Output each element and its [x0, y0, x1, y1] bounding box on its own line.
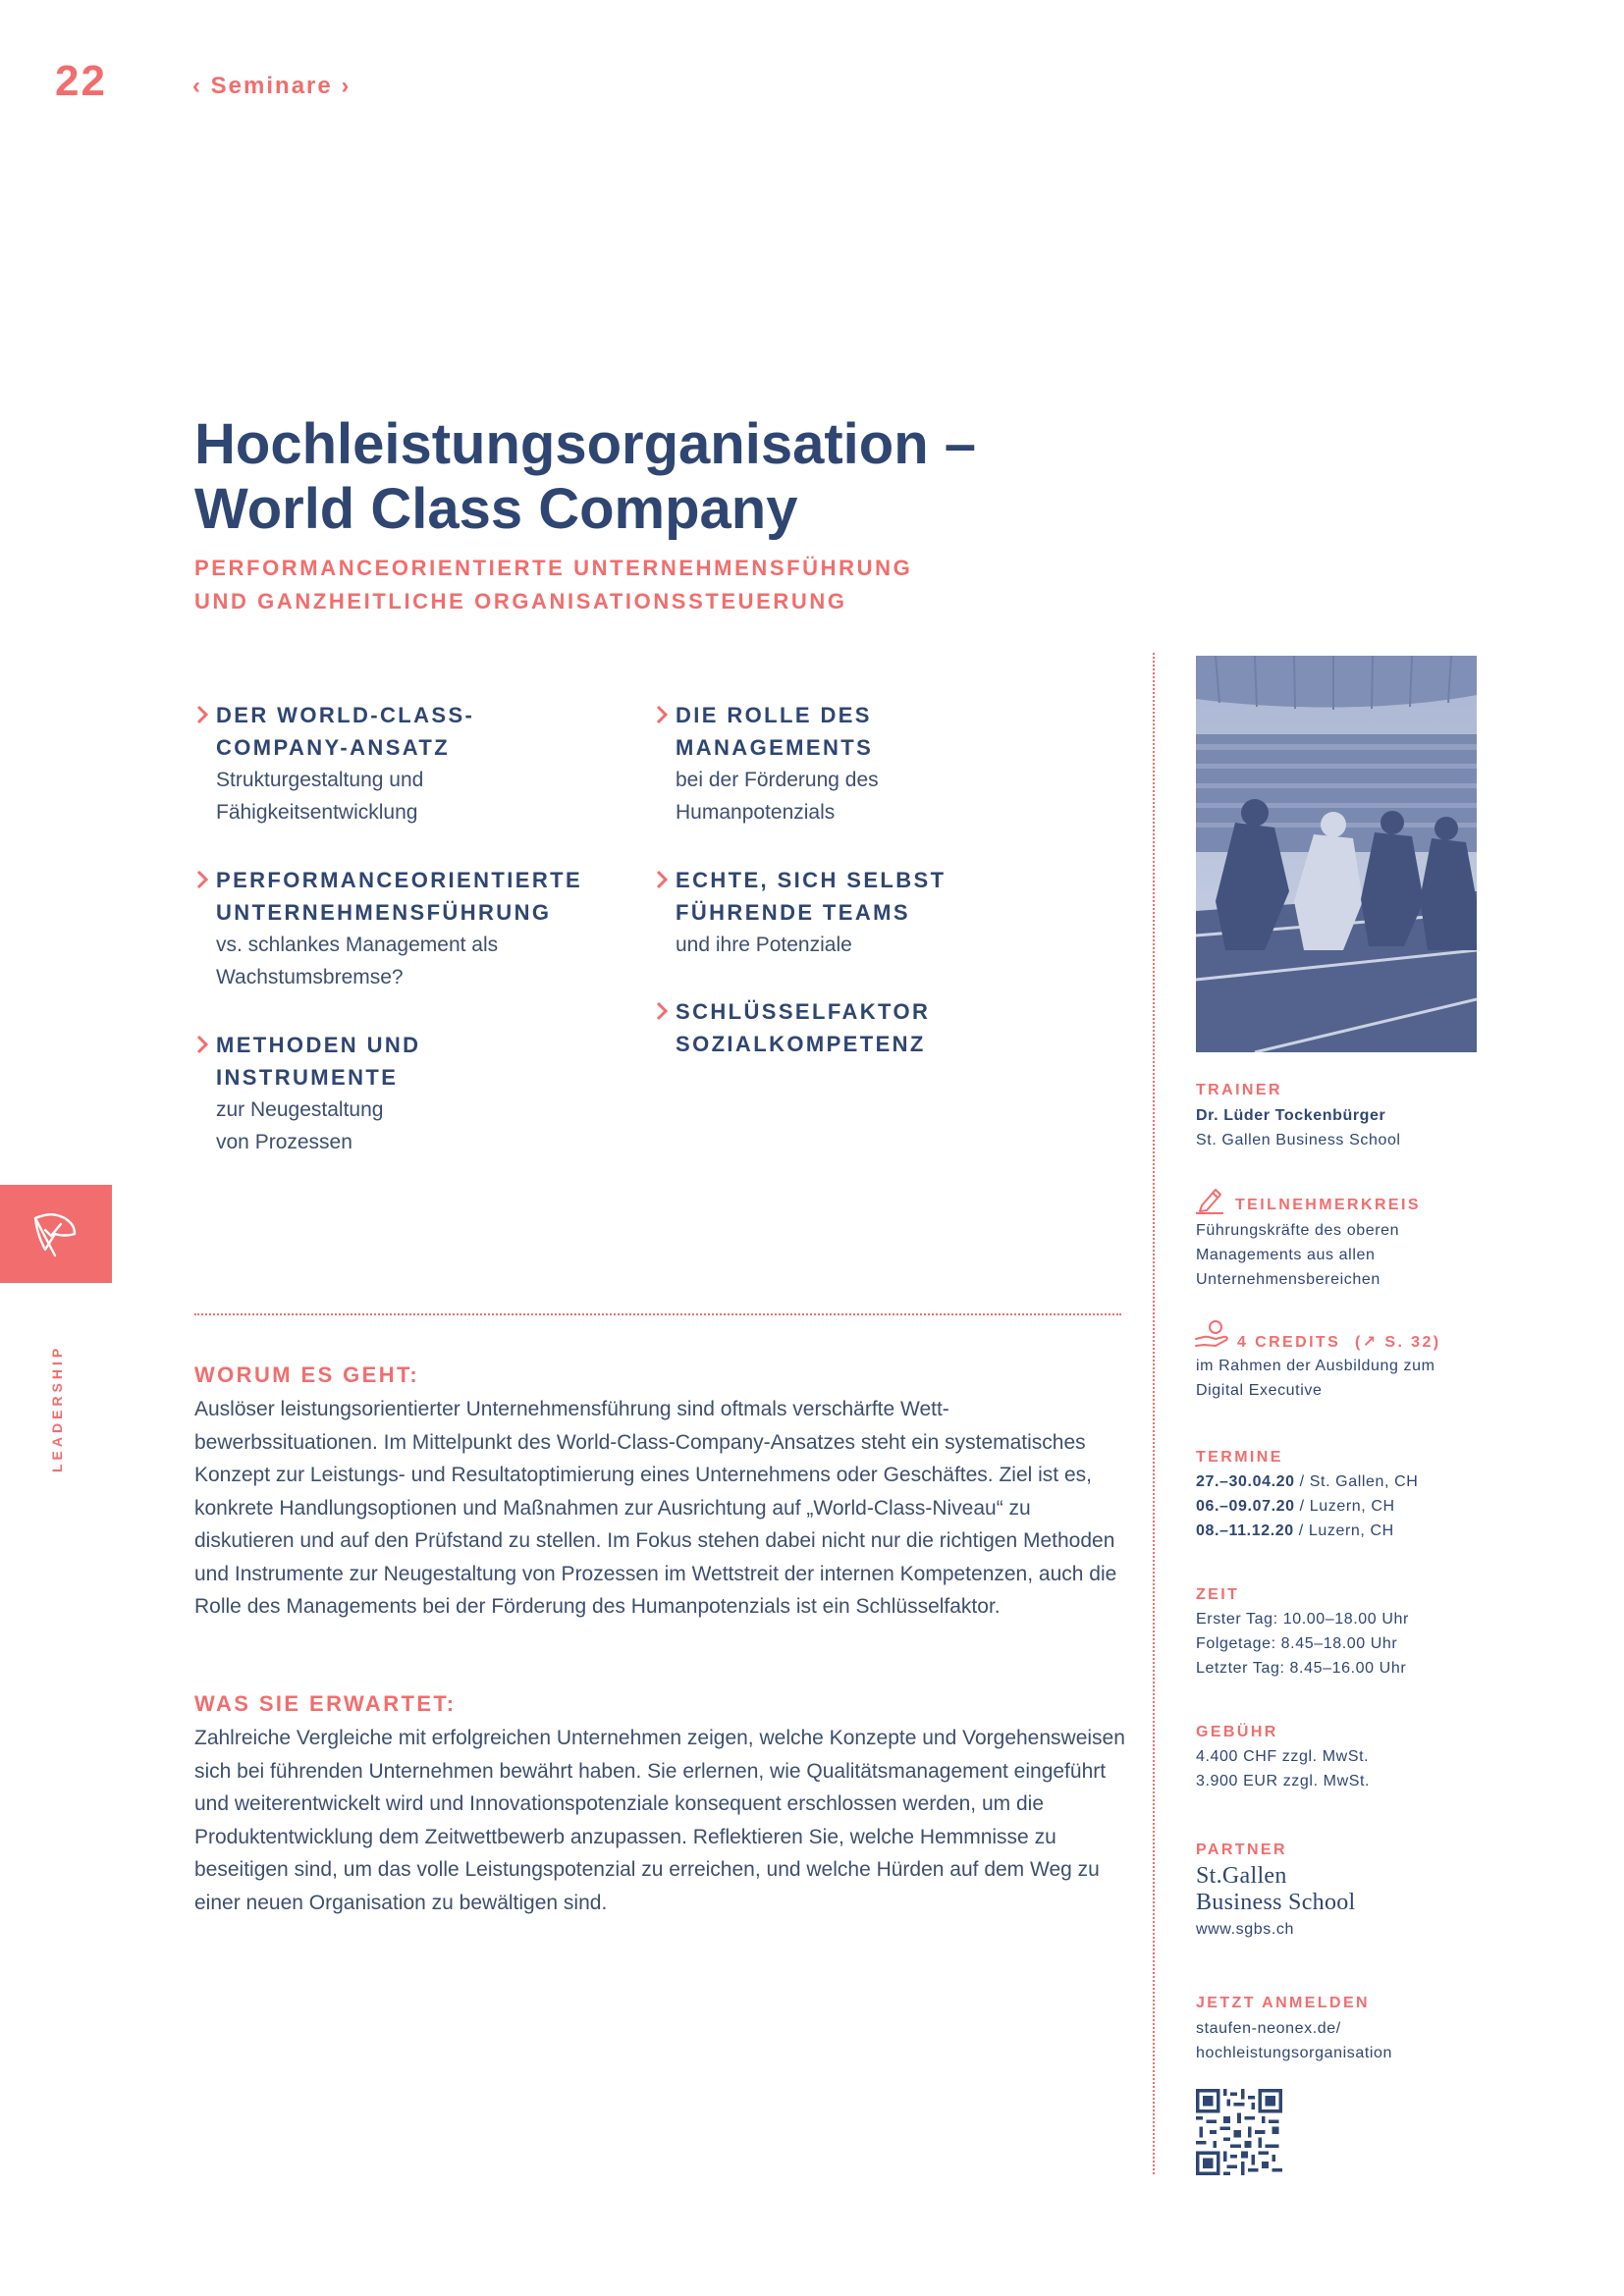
page-title — [194, 412, 1078, 542]
termin-place: / Luzern, CH — [1294, 1498, 1395, 1515]
credits-count: 4 CREDITS — [1237, 1334, 1341, 1351]
qr-code-icon[interactable] — [1196, 2089, 1282, 2175]
topic-head: PERFORMANCEORIENTIERTE UNTERNEHMENSFÜHRUNG — [216, 868, 583, 925]
was-heading: WAS SIE ERWARTET: — [194, 1691, 457, 1716]
leadership-label: LEADERSHIP — [49, 1344, 65, 1472]
worum-text: Auslöser leistungsorientierter Unternehmensführung sind oftmals verschärfte Wett-bewerbssituationen. Im Mittelpunkt des World-Class-Company-Ansatzes steht ein systematisches Konzept zur Leistungs- und Resultatoptimierung eines Unternehmens oder Geschäftes. Ziel ist es, konkrete Handlungsoptionen und Maßnahmen zur Ausrichtung auf „World-Class-Niveau“ zu diskutieren und auf den Prüfstand zu stellen. Im Fokus stehen dabei nicht nur die richtigen Methoden und Instrumente zur Neugestaltung von Prozessen im Wettstreit der internen Kompetenzen, auch die Rolle des Managements bei der Förderung des Humanpotenzials ist ein Schlüsselfaktor. — [194, 1398, 1117, 1618]
trainer-label: TRAINER — [1196, 1082, 1282, 1098]
teilnehmer-text: Führungskräfte des oberen Managements aus allen Unternehmensbereichen — [1196, 1222, 1400, 1288]
divider — [194, 1313, 1121, 1315]
topic-item — [654, 864, 1066, 961]
photo-illustration — [1196, 656, 1477, 1052]
termin-item — [1196, 1494, 1490, 1519]
title-line-1: Hochleistungsorganisation – — [194, 412, 976, 476]
zeit-label: ZEIT — [1196, 1586, 1240, 1603]
title-line-2: World Class Company — [194, 477, 798, 541]
credits-label — [1237, 1332, 1441, 1352]
partner-logo-line-1: St.Gallen — [1196, 1863, 1287, 1889]
chevron-right-icon — [194, 868, 212, 891]
chevron-right-icon — [654, 868, 672, 891]
section-label — [192, 73, 351, 100]
hand-credits-icon — [1194, 1319, 1229, 1349]
anmelden-url[interactable] — [1196, 2016, 1490, 2065]
topic-head: DIE ROLLE DES MANAGEMENTS — [676, 703, 874, 760]
section-title: Seminare — [210, 73, 333, 99]
termin-item — [1196, 1469, 1490, 1494]
gebuehr-list — [1196, 1744, 1490, 1793]
termine-label: TERMINE — [1196, 1449, 1283, 1466]
partner-label: PARTNER — [1196, 1842, 1287, 1858]
gebuehr-label: GEBÜHR — [1196, 1724, 1278, 1740]
topic-desc: bei der Förderung des Humanpotenzials — [676, 769, 879, 824]
chevron-right-icon — [194, 1033, 212, 1056]
topic-desc: und ihre Potenziale — [676, 934, 852, 956]
pen-icon — [1194, 1184, 1225, 1215]
topic-desc: Strukturgestaltung und Fähigkeitsentwicklung — [216, 769, 424, 824]
zeit-item: Erster Tag: 10.00–18.00 Uhr — [1196, 1611, 1409, 1628]
termine-list — [1196, 1469, 1490, 1543]
topic-item — [654, 699, 1066, 828]
termin-place: / St. Gallen, CH — [1294, 1473, 1419, 1490]
subtitle-line-1: PERFORMANCEORIENTIERTE UNTERNEHMENSFÜHRUNG — [194, 556, 913, 580]
partner-logo — [1196, 1863, 1490, 1916]
trainer-org: St. Gallen Business School — [1196, 1132, 1401, 1148]
topic-item — [194, 864, 607, 993]
zeit-list — [1196, 1607, 1490, 1681]
chevron-left-icon: ‹ — [192, 73, 202, 99]
termin-date: 06.–09.07.20 — [1196, 1498, 1295, 1515]
anmelden-label: JETZT ANMELDEN — [1196, 1995, 1371, 2011]
anmelden-url-line-1[interactable]: staufen-neonex.de/ — [1196, 2020, 1341, 2037]
topic-desc: zur Neugestaltung von Prozessen — [216, 1098, 384, 1153]
column-divider — [1153, 653, 1155, 2174]
was-text: Zahlreiche Vergleiche mit erfolgreichen Unternehmen zeigen, welche Konzepte und Vorgehensweisen sich bei führenden Unternehmen bewährt haben. Sie erlernen, wie Qualitätsmanagement eingeführt und weiterentwickelt wird und Innovationspotenziale konsequent erschlossen werden, um die Produktentwicklung dem Zeitwettbewerb anzupassen. Reflektieren Sie, welche Hemmnisse zu beseitigen sind, um das volle Leistungspotenzial zu erreichen, und welche Hürden auf dem Weg zu einer neuen Organisation zu bewältigen sind. — [194, 1727, 1125, 1914]
trainer-name: Dr. Lüder Tockenbürger — [1196, 1107, 1386, 1124]
chevron-right-icon — [654, 999, 672, 1023]
gebuehr-item: 4.400 CHF zzgl. MwSt. — [1196, 1748, 1370, 1765]
termin-date: 27.–30.04.20 — [1196, 1473, 1295, 1490]
topic-item — [654, 995, 1066, 1060]
termin-date: 08.–11.12.20 — [1196, 1522, 1294, 1539]
chevron-right-icon: › — [341, 73, 352, 99]
worum-heading: WORUM ES GEHT: — [194, 1362, 420, 1387]
zeit-item: Letzter Tag: 8.45–16.00 Uhr — [1196, 1660, 1407, 1677]
page-number: 22 — [55, 57, 107, 105]
flag-icon — [0, 1185, 112, 1283]
photo-sprinters — [1196, 656, 1477, 1052]
topic-head: SCHLÜSSELFAKTOR SOZIALKOMPETENZ — [676, 999, 931, 1056]
anmelden-url-line-2[interactable]: hochleistungsorganisation — [1196, 2045, 1393, 2061]
topic-desc: vs. schlankes Management als Wachstumsbremse? — [216, 934, 499, 988]
topic-head: DER WORLD-CLASS- COMPANY-ANSATZ — [216, 703, 475, 760]
topic-head: ECHTE, SICH SELBST FÜHRENDE TEAMS — [676, 868, 947, 925]
partner-url[interactable]: www.sgbs.ch — [1196, 1921, 1294, 1938]
chevron-right-icon — [654, 703, 672, 726]
termin-place: / Luzern, CH — [1293, 1522, 1394, 1539]
topic-item — [194, 699, 607, 828]
chevron-right-icon — [194, 703, 212, 726]
trainer-info — [1196, 1103, 1490, 1152]
topic-item — [194, 1029, 607, 1158]
gebuehr-item: 3.900 EUR zzgl. MwSt. — [1196, 1773, 1371, 1789]
teilnehmer-label: TEILNEHMERKREIS — [1235, 1197, 1421, 1213]
subtitle-line-2: UND GANZHEITLICHE ORGANISATIONSSTEUERUNG — [194, 589, 847, 614]
page-subtitle — [194, 552, 1078, 618]
topic-head: METHODEN UND INSTRUMENTE — [216, 1033, 421, 1090]
category-tab — [0, 1185, 112, 1283]
zeit-item: Folgetage: 8.45–18.00 Uhr — [1196, 1635, 1398, 1652]
termin-item — [1196, 1519, 1490, 1543]
credits-page-link[interactable]: (↗ S. 32) — [1355, 1334, 1441, 1351]
partner-logo-line-2: Business School — [1196, 1890, 1356, 1915]
credits-text: im Rahmen der Ausbildung zum Digital Executive — [1196, 1358, 1435, 1399]
